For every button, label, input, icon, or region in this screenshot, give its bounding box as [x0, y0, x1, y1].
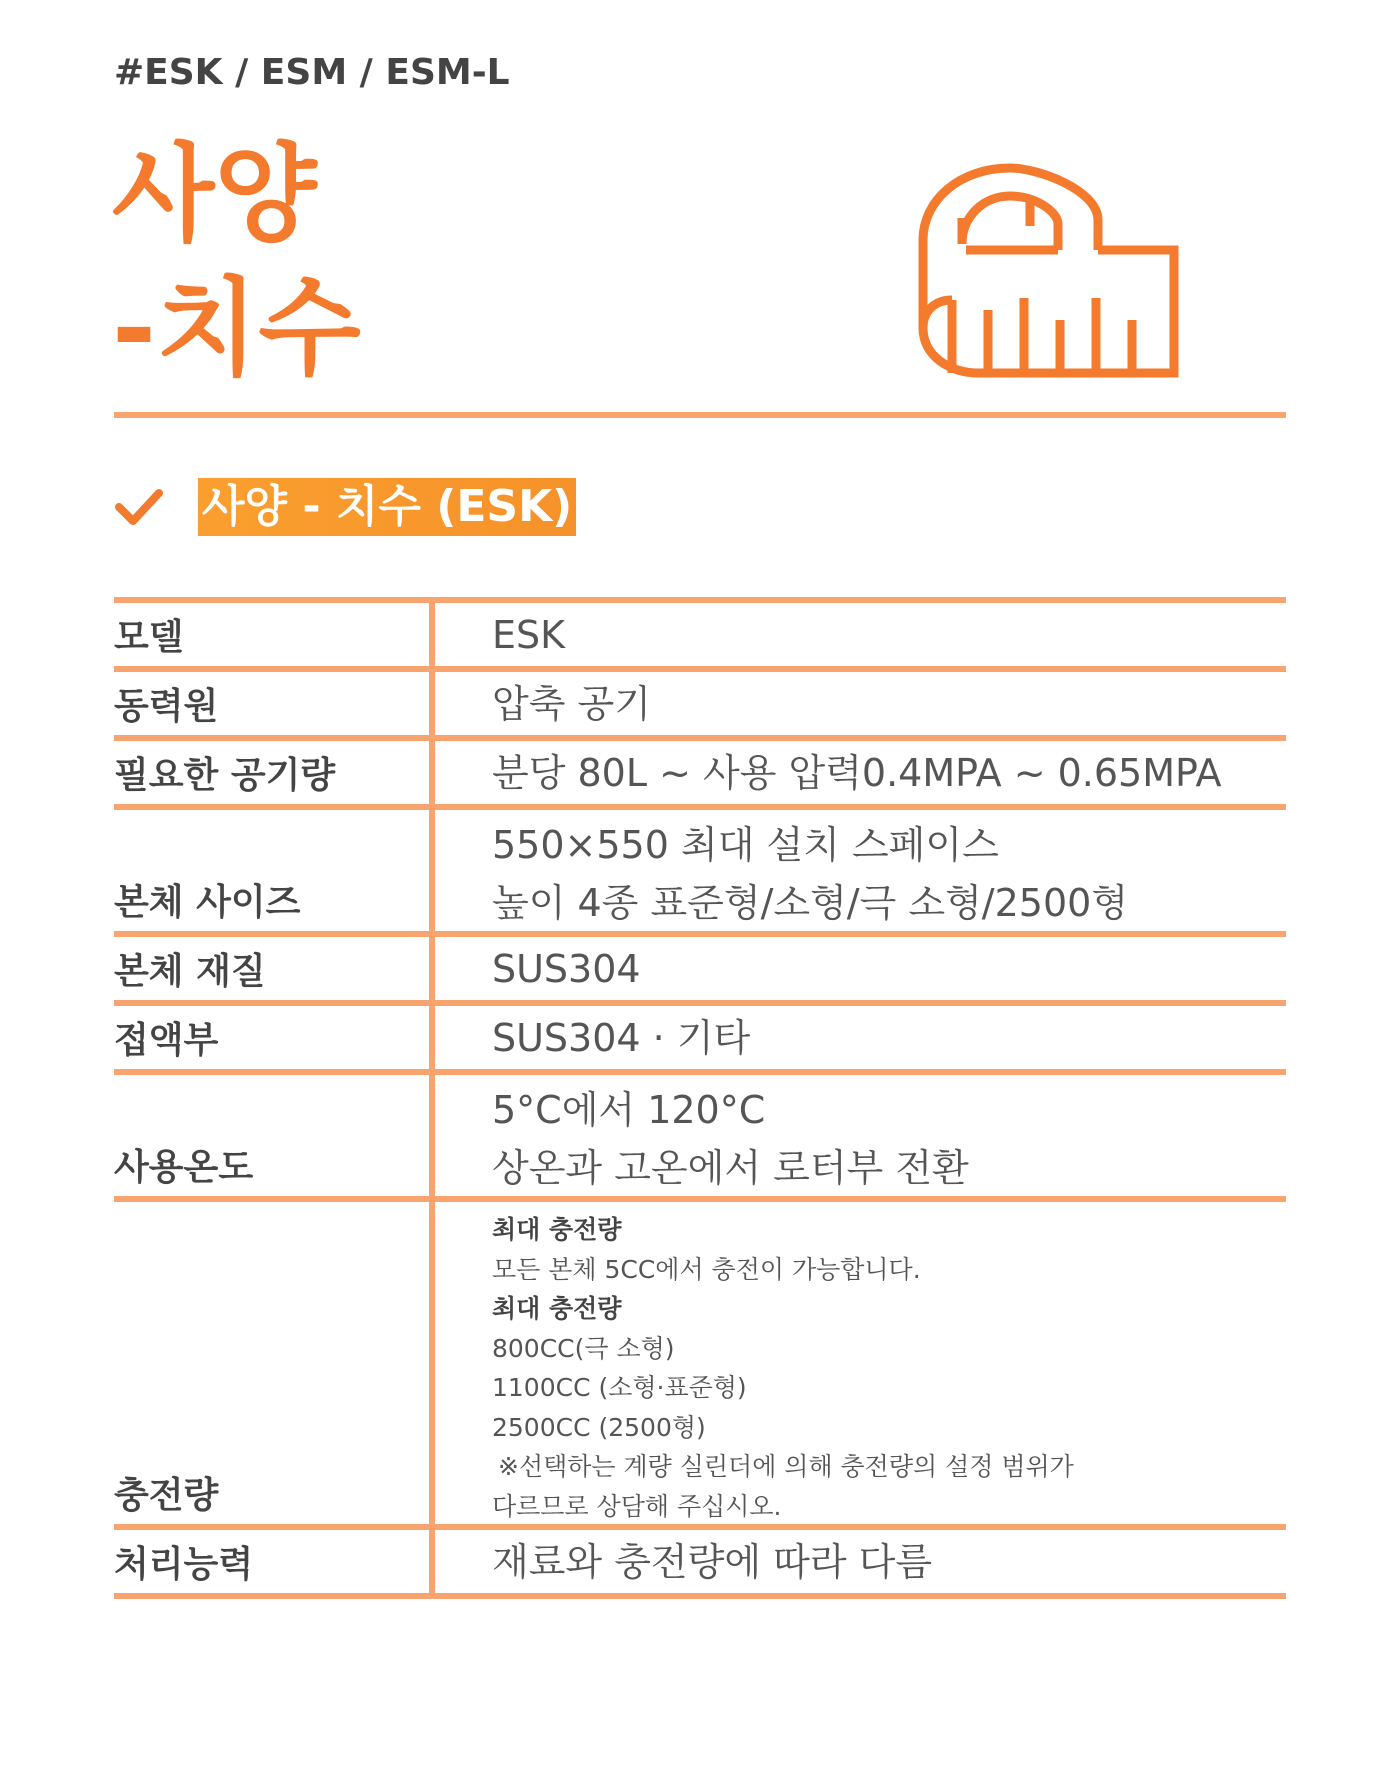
spec-value — [435, 741, 1286, 804]
spec-row-body-size — [114, 810, 1286, 937]
spec-value-subheading: 최대 충전량 — [492, 1294, 622, 1323]
doc-tag: #ESK / ESM / ESM-L — [114, 52, 510, 93]
spec-value — [435, 1006, 1286, 1069]
hero-divider — [114, 412, 1286, 418]
spec-value-line: 분당 80L ~ 사용 압력0.4MPA ~ 0.65MPA — [492, 750, 1222, 795]
spec-value-line: 재료와 충전량에 따라 다름 — [492, 1539, 933, 1584]
spec-value-line: 모든 본체 5CC에서 충전이 가능합니다. — [492, 1254, 921, 1284]
spec-table — [114, 597, 1286, 1599]
section-heading — [114, 478, 576, 536]
spec-key: 사용온도 — [114, 1075, 435, 1196]
spec-key: 처리능력 — [114, 1530, 435, 1593]
spec-value-note: ※선택하는 계량 실린더에 의해 충전량의 설정 범위가 — [498, 1452, 1074, 1481]
spec-value-line: 1100CC (소형·표준형) — [492, 1373, 747, 1402]
spec-row-fill-volume — [114, 1202, 1286, 1530]
spec-value-line: 높이 4종 표준형/소형/극 소형/2500형 — [492, 881, 1129, 925]
spec-value-line: SUS304 — [492, 946, 641, 991]
spec-value-note: 다르므로 상담해 주십시오. — [492, 1491, 782, 1521]
spec-value-line: 800CC(극 소형) — [492, 1333, 675, 1363]
spec-key: 본체 사이즈 — [114, 810, 435, 931]
spec-key: 필요한 공기량 — [114, 741, 435, 804]
spec-row-body-material — [114, 937, 1286, 1006]
page-title-line1: 사양 — [112, 133, 317, 256]
spec-value — [435, 937, 1286, 1000]
page-title — [112, 128, 361, 396]
measuring-tape-icon — [918, 160, 1180, 378]
spec-value — [435, 810, 1286, 931]
checkmark-icon — [114, 485, 164, 529]
spec-key: 동력원 — [114, 672, 435, 735]
spec-row-model — [114, 603, 1286, 672]
spec-row-operating-temperature — [114, 1075, 1286, 1202]
spec-value-subheading: 최대 충전량 — [492, 1215, 622, 1244]
spec-value — [435, 1202, 1286, 1524]
page-title-line2: -치수 — [112, 267, 361, 390]
spec-value — [435, 672, 1286, 735]
spec-value-line: 2500CC (2500형) — [492, 1412, 706, 1442]
spec-value-line: SUS304 · 기타 — [492, 1015, 751, 1060]
spec-value-line: ESK — [492, 612, 566, 657]
spec-key: 접액부 — [114, 1006, 435, 1069]
spec-row-throughput — [114, 1530, 1286, 1599]
spec-row-air-consumption — [114, 741, 1286, 810]
spec-value-line: 상온과 고온에서 로터부 전환 — [492, 1146, 969, 1190]
spec-value — [435, 1530, 1286, 1593]
spec-value-line: 550×550 최대 설치 스페이스 — [492, 823, 999, 867]
spec-value-line: 5°C에서 120°C — [492, 1088, 766, 1132]
spec-value — [435, 1075, 1286, 1196]
spec-value-line: 압축 공기 — [492, 681, 651, 726]
spec-key: 모델 — [114, 603, 435, 666]
spec-key: 본체 재질 — [114, 937, 435, 1000]
spec-row-wetted-parts — [114, 1006, 1286, 1075]
spec-row-power-source — [114, 672, 1286, 741]
section-title: 사양 - 치수 (ESK) — [198, 478, 576, 536]
spec-value — [435, 603, 1286, 666]
spec-key: 충전량 — [114, 1202, 435, 1524]
